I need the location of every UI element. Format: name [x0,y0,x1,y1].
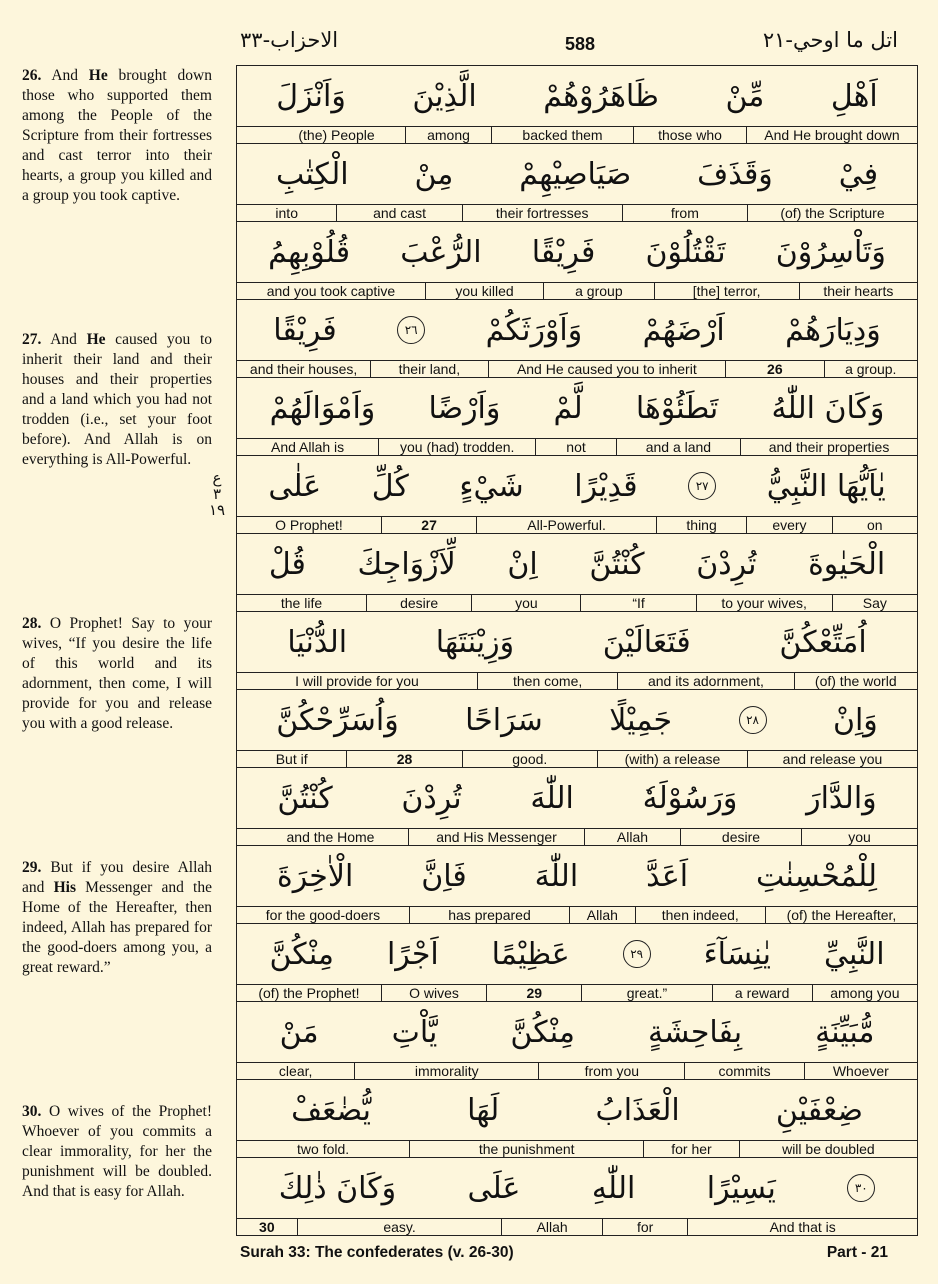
verse-row [237,1002,917,1080]
arabic-word: مِنْكُنَّ [269,936,334,972]
translation-line [237,984,917,1001]
arabic-word: جَمِيْلًا [609,702,673,738]
arabic-word: وَاَمْوَالَهُمْ [269,390,376,426]
page-number: 588 [564,34,596,54]
arabic-word: اِنْ [507,546,538,582]
verse-number-cell: 27 [381,517,476,533]
translation-cell: for [602,1219,688,1235]
arabic-word: كُنْتُنَّ [589,546,645,582]
translation-cell: Allah [501,1219,601,1235]
translation-cell: and release you [747,751,917,767]
translation-cell: then come, [477,673,617,689]
translation-cell: thing [656,517,746,533]
verse-end-marker: ٢٨ [739,706,767,734]
translation-line [237,594,917,611]
arabic-word: لِّاَزْوَاجِكَ [357,546,456,582]
arabic-word: مِّنْ [725,78,765,114]
arabic-word: قُلُوْبِهِمُ [268,234,351,270]
arabic-word: كُلِّ [371,468,409,504]
verse-row [237,846,917,924]
verse-number-cell: 30 [259,1219,275,1235]
translation-cell: their hearts [799,283,917,299]
arabic-word: وَاَنْزَلَ [276,78,346,114]
arabic-word: اللّٰهِ [591,1170,636,1206]
verse-row [237,924,917,1002]
translation-cell: you [801,829,917,845]
verse-number-cell: 28 [346,751,461,767]
arabic-word: اُمَتِّعْكُنَّ [779,624,867,660]
translation-cell: a group. [824,361,917,377]
arabic-word: مِنْكُنَّ [510,1014,575,1050]
verse-row [237,456,917,534]
arabic-word: يٰنِسَآءَ [703,936,771,972]
translation-cell: (the) People [298,127,375,143]
arabic-line [237,300,917,360]
translation-line [237,750,917,767]
arabic-word: تُرِدْنَ [401,780,462,816]
translation-cell: two fold. [297,1141,350,1157]
arabic-word: اَعَدَّ [646,858,689,894]
arabic-word: الْحَيٰوةَ [808,546,886,582]
arabic-word: مِنْ [414,156,454,192]
translation-cell: and their houses, [249,361,358,377]
verse-row [237,222,917,300]
translation-cell: their fortresses [462,205,622,221]
arabic-word: وَزِيْنَتَهَا [435,624,515,660]
translation-cell: from you [538,1063,684,1079]
translation-cell: easy. [297,1219,502,1235]
header-juz-name: اتل ما اوحي-٢١ [762,28,898,52]
verse-row [237,1080,917,1158]
arabic-word: اللّٰهَ [534,858,579,894]
translation-cell: for the good-doers [265,907,381,923]
header-surah-name: الاحزاب-٣٣ [240,28,339,52]
translation-cell: O wives [381,985,486,1001]
verse-row [237,768,917,846]
translation-line [237,1140,917,1157]
arabic-word: وَاَوْرَثَكُمْ [485,312,583,348]
translation-cell: to your wives, [696,595,832,611]
translation-cell: and cast [336,205,461,221]
translation-cell: every [746,517,831,533]
translation-cell: will be doubled [739,1141,917,1157]
arabic-word: وَقَذَفَ [697,156,773,192]
translation-line [237,672,917,689]
arabic-word: يَسِيْرًا [706,1170,776,1206]
arabic-word: يَّاْتِ [391,1014,438,1050]
arabic-word: صَيَاصِيْهِمْ [519,156,632,192]
arabic-word: وَكَانَ ذٰلِكَ [278,1170,397,1206]
translation-line [237,516,917,533]
arabic-word: وَكَانَ اللّٰهُ [771,390,885,426]
word-by-word-grid [236,65,918,1236]
verse-row [237,612,917,690]
translation-cell: (of) the Scripture [747,205,917,221]
arabic-word: قَدِيْرًا [574,468,638,504]
arabic-word: بِفَاحِشَةٍ [648,1014,743,1050]
translation-cell: backed them [491,127,633,143]
verse-row [237,378,917,456]
translation-cell: Whoever [804,1063,917,1079]
arabic-word: عَلٰى [268,468,322,504]
translation-cell: not [535,439,616,455]
arabic-word: النَّبِيِّ [823,936,885,972]
translation-line [237,828,917,845]
translation-cell: (of) the world [794,673,917,689]
arabic-line [237,612,917,672]
arabic-word: لِلْمُحْسِنٰتِ [755,858,878,894]
translation-cell: their land, [370,361,487,377]
translation-notes [0,0,232,1284]
verse-row [237,66,917,144]
translation-cell: “If [580,595,695,611]
footer-part: Part - 21 [826,1244,888,1261]
translation-cell: Allah [584,829,680,845]
arabic-word: ضِعْفَيْنِ [775,1092,863,1128]
translation-cell: you [471,595,580,611]
arabic-word: يُّضٰعَفْ [291,1092,371,1128]
arabic-word: فَرِيْقًا [273,312,337,348]
arabic-word: عَلَى [467,1170,521,1206]
translation-cell: clear, [278,1063,313,1079]
translation-cell: a group [543,283,653,299]
translation-cell: (of) the Hereafter, [765,907,917,923]
arabic-line [237,768,917,828]
translation-cell: the punishment [409,1141,643,1157]
verse-end-marker: ٢٦ [397,316,425,344]
translation-line [237,282,917,299]
translation-cell: (of) the Prophet! [258,985,360,1001]
arabic-line [237,144,917,204]
verse-row [237,690,917,768]
footer-surah-info: Surah 33: The confederates (v. 26-30) [240,1244,514,1261]
arabic-line [237,1158,917,1218]
note-26: 26. And He brought down those who supported them among the People of the Scripture from their fortresses and cast terror into their hearts, a group you killed and a group you took captive. [22,67,212,204]
note-28: 28. O Prophet! Say to your wives, “If you desire the life of this world and its adornment, then come, I will provide for you and release you with a good release. [22,615,212,732]
translation-cell: those who [633,127,746,143]
arabic-word: الْاٰخِرَةَ [277,858,354,894]
arabic-word: اللّٰهَ [530,780,574,816]
verse-number-cell: 26 [725,361,823,377]
note-29: 29. But if you desire Allah and His Messenger and the Home of the Hereafter, then indeed, Allah has prepared for the good-doers among you, a great reward.” [22,859,212,976]
arabic-word: اَجْرًا [386,936,439,972]
arabic-word: الْعَذَابُ [595,1092,680,1128]
arabic-line [237,1002,917,1062]
arabic-word: الدُّنْيَا [287,624,348,660]
ruku-marker: ع ٣ ١٩ [208,469,226,519]
verse-row [237,144,917,222]
verse-number-cell: 29 [486,985,581,1001]
arabic-word: اَرْضَهُمْ [642,312,725,348]
translation-cell: I will provide for you [295,673,419,689]
arabic-word: فَاِنَّ [421,858,467,894]
arabic-word: قُلْ [268,546,306,582]
arabic-line [237,456,917,516]
translation-cell: good. [462,751,597,767]
arabic-word: تَقْتُلُوْنَ [645,234,726,270]
arabic-word: وَتَاْسِرُوْنَ [775,234,886,270]
verse-row [237,300,917,378]
translation-cell: on [832,517,917,533]
translation-cell: All-Powerful. [476,517,656,533]
translation-cell: desire [680,829,801,845]
arabic-word: وَدِيَارَهُمْ [785,312,881,348]
translation-cell: and you took captive [266,283,396,299]
translation-cell: and a land [616,439,740,455]
translation-cell: desire [366,595,471,611]
arabic-word: الرُّعْبَ [400,234,482,270]
translation-cell: among [405,127,491,143]
translation-cell: O Prophet! [275,517,343,533]
translation-cell: And Allah is [271,439,345,455]
arabic-line [237,1080,917,1140]
translation-cell: and its adornment, [617,673,793,689]
note-30: 30. O wives of the Prophet! Whoever of you commits a clear immorality, for her the punishment will be doubled. And that is easy for Allah. [22,1103,212,1200]
arabic-word: سَرَاحًا [465,702,543,738]
arabic-word: وَرَسُوْلَهٗ [642,780,738,816]
arabic-line [237,924,917,984]
translation-line [237,906,917,923]
translation-cell: and His Messenger [408,829,584,845]
translation-cell: the life [280,595,323,611]
arabic-line [237,690,917,750]
verse-end-marker: ٢٩ [623,940,651,968]
translation-cell: and the Home [286,829,375,845]
translation-cell: among you [812,985,917,1001]
arabic-word: تُرِدْنَ [696,546,757,582]
translation-line [237,438,917,455]
translation-cell: for her [643,1141,739,1157]
translation-cell: you killed [425,283,543,299]
translation-line [237,360,917,377]
arabic-word: اَهْلِ [830,78,878,114]
verse-row [237,1158,917,1235]
translation-cell: great.” [581,985,711,1001]
arabic-word: فَرِيْقًا [531,234,596,270]
arabic-line [237,222,917,282]
arabic-line [237,846,917,906]
arabic-word: مُّبَيِّنَةٍ [815,1014,875,1050]
note-27: 27. And He caused you to inherit their land and their houses and their properties and a land which you had not trodden (i.e., set your foot before). And Allah is on everything is All-Powerful. [22,331,212,468]
arabic-word: وَاِنْ [832,702,878,738]
verse-end-marker: ٢٧ [688,472,716,500]
translation-cell: commits [684,1063,803,1079]
arabic-word: وَاُسَرِّحْكُنَّ [276,702,399,738]
verse-end-marker: ٣٠ [847,1174,875,1202]
arabic-word: تَطَئُوْهَا [635,390,719,426]
arabic-word: مَنْ [279,1014,319,1050]
verse-row [237,534,917,612]
translation-line [237,126,917,143]
arabic-word: الْكِتٰبِ [275,156,349,192]
translation-cell: Say [832,595,917,611]
translation-cell: you (had) trodden. [378,439,535,455]
translation-cell: But if [275,751,308,767]
arabic-word: شَيْءٍ [459,468,524,504]
arabic-word: فَتَعَالَيْنَ [602,624,691,660]
translation-cell: has prepared [409,907,569,923]
translation-cell: and their properties [740,439,917,455]
arabic-word: كُنْتُنَّ [277,780,333,816]
translation-cell: And He caused you to inherit [488,361,726,377]
translation-cell: And that is [687,1219,917,1235]
translation-cell: [the] terror, [654,283,799,299]
translation-cell: Allah [569,907,635,923]
translation-line [237,1218,917,1235]
translation-cell: And He brought down [746,127,917,143]
arabic-word: الَّذِيْنَ [412,78,477,114]
translation-cell: immorality [354,1063,538,1079]
translation-cell: (with) a release [597,751,747,767]
arabic-word: وَالدَّارَ [806,780,877,816]
translation-cell: a reward [712,985,812,1001]
translation-line [237,204,917,221]
translation-line [237,1062,917,1079]
arabic-word: لَهَا [467,1092,500,1128]
translation-cell: from [622,205,747,221]
translation-cell: into [275,205,298,221]
arabic-word: فِيْ [838,156,879,192]
translation-cell: then indeed, [635,907,765,923]
arabic-line [237,66,917,126]
arabic-line [237,378,917,438]
arabic-word: عَظِيْمًا [491,936,570,972]
arabic-word: لَّمْ [553,390,583,426]
arabic-word: يٰاَيُّهَا النَّبِيُّ [766,468,886,504]
arabic-word: وَاَرْضًا [428,390,501,426]
arabic-word: ظَاهَرُوْهُمْ [543,78,659,114]
arabic-line [237,534,917,594]
